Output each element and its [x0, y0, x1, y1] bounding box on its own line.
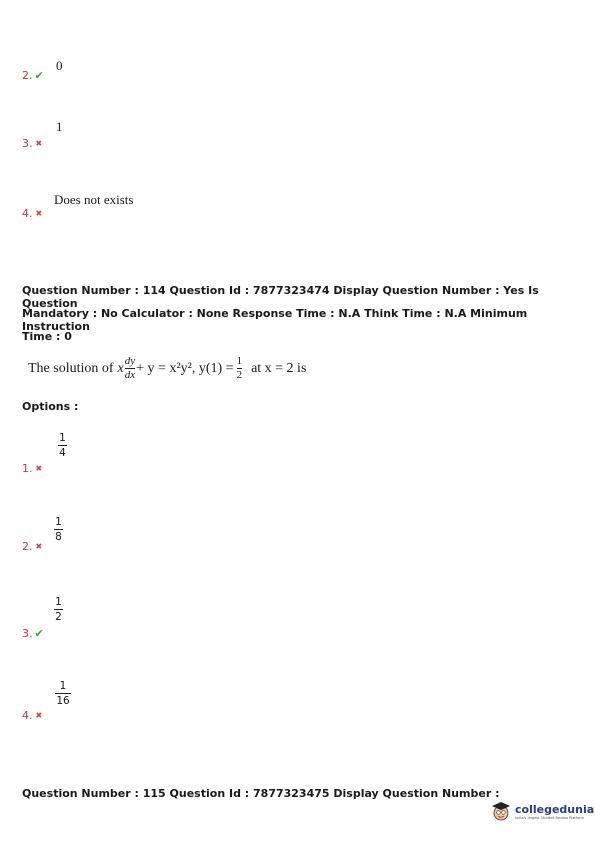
stem-mid: + y = x²y², y(1) =: [136, 360, 234, 376]
option-1-fraction: [58, 432, 67, 459]
question-stem: [28, 356, 306, 381]
fraction-denominator: 8: [55, 531, 62, 543]
fraction-denominator: 16: [56, 695, 70, 707]
logo-name: collegedunia: [515, 802, 595, 816]
fraction-numerator: 1: [59, 432, 66, 444]
prev-option-2-text: 0: [56, 58, 63, 73]
stem-prefix: The solution of: [28, 360, 114, 376]
option-3[interactable]: [22, 624, 44, 642]
question-meta-line2: Mandatory : No Calculator : None Response Time : N.A Think Time : N.A Minimum Instruction: [22, 307, 528, 333]
question-meta-line1: Question Number : 114 Question Id : 7877323474 Display Question Number : Yes Is Question: [22, 284, 539, 310]
question-115-meta-line1: Question Number : 115 Question Id : 7877323475 Display Question Number :: [22, 787, 500, 800]
cross-icon: ✖: [35, 139, 43, 148]
fraction-denominator: dx: [124, 369, 136, 381]
half-fraction: [237, 356, 243, 381]
fraction-numerator: 1: [59, 680, 67, 692]
option-4[interactable]: [22, 706, 42, 724]
cross-icon: ✖: [35, 542, 43, 551]
fraction-numerator: 1: [55, 596, 62, 608]
cross-icon: ✖: [35, 209, 43, 218]
option-1[interactable]: [22, 459, 42, 477]
prev-option-4: [22, 204, 42, 222]
option-number: 4.: [22, 709, 33, 722]
fraction-numerator: dy: [124, 355, 136, 367]
option-number: 1.: [22, 462, 33, 475]
prev-option-2: [22, 66, 44, 84]
check-icon: ✔: [34, 70, 44, 82]
derivative-fraction: [125, 356, 135, 381]
fraction-denominator: 2: [55, 611, 62, 623]
stem-suffix: at x = 2 is: [251, 360, 307, 376]
fraction-denominator: 4: [59, 447, 66, 459]
option-number: 3.: [22, 137, 33, 150]
option-2[interactable]: [22, 537, 42, 555]
option-4-fraction: [55, 680, 71, 707]
option-number: 4.: [22, 207, 33, 220]
logo-tagline: India's largest Student Review Platform: [515, 815, 584, 820]
option-3-fraction: [54, 596, 63, 623]
option-number: 2.: [22, 69, 33, 82]
option-number: 2.: [22, 540, 33, 553]
options-label: Options :: [22, 400, 79, 413]
fraction-denominator: 2: [236, 369, 243, 381]
graduate-mascot-icon: [490, 800, 512, 822]
prev-option-3: [22, 134, 42, 152]
collegedunia-logo: [490, 800, 594, 822]
option-2-fraction: [54, 516, 63, 543]
fraction-numerator: 1: [55, 516, 62, 528]
fraction-numerator: 1: [236, 355, 243, 367]
cross-icon: ✖: [35, 711, 43, 720]
option-number: 3.: [22, 627, 33, 640]
stem-x: x: [117, 360, 124, 376]
prev-option-3-text: 1: [56, 119, 63, 134]
cross-icon: ✖: [35, 464, 43, 473]
prev-option-4-text: Does not exists: [54, 192, 134, 207]
question-meta-line3: Time : 0: [22, 330, 72, 343]
check-icon: ✔: [34, 628, 44, 640]
